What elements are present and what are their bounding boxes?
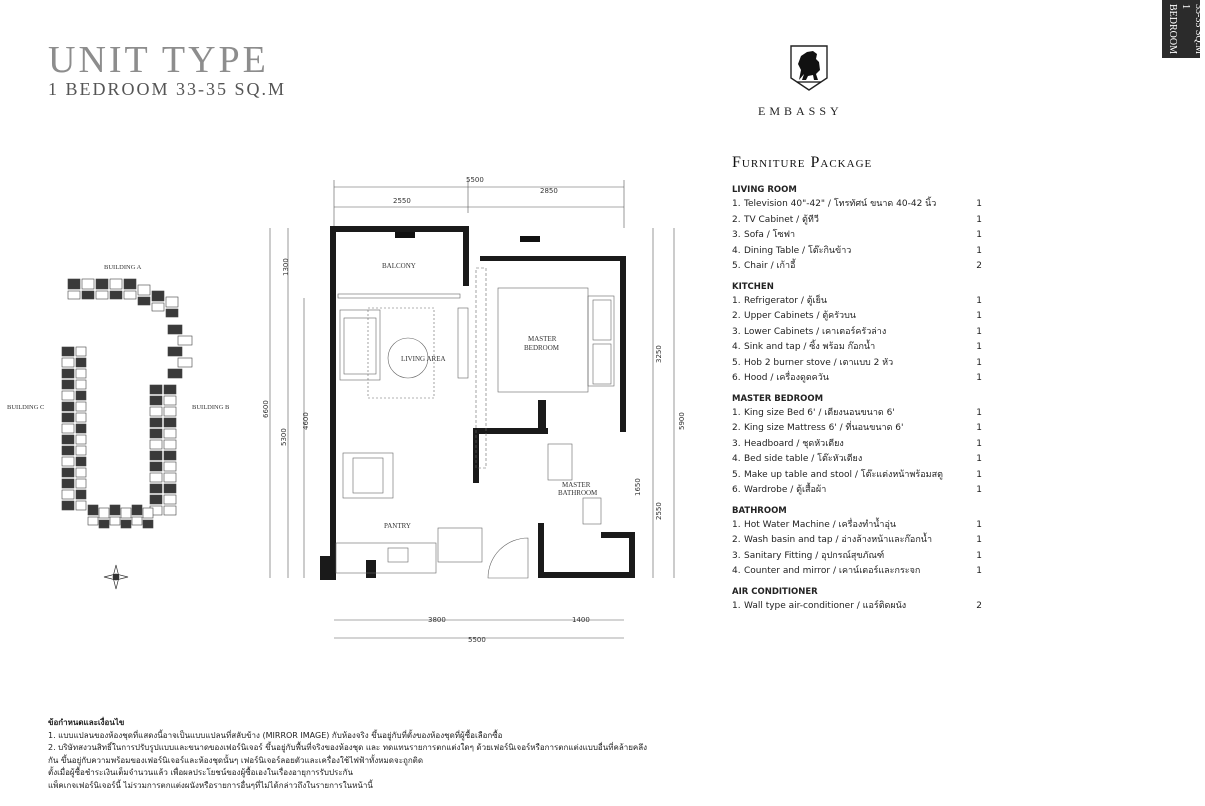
furniture-item-label: Wall type air-conditioner / แอร์ติดผนัง [744, 600, 907, 611]
rearing-lion-icon [789, 42, 829, 92]
room-pantry: PANTRY [384, 522, 411, 530]
site-block [178, 336, 192, 345]
room-master-bathroom-line1: MASTER [562, 481, 591, 489]
dim-right-bottom: 2550 [655, 502, 663, 520]
site-block [152, 291, 164, 301]
site-block [110, 517, 120, 525]
site-block [164, 473, 176, 482]
furniture-item [732, 549, 982, 565]
site-block [62, 490, 74, 499]
site-block [150, 440, 162, 449]
site-block [143, 520, 153, 528]
terms-line: กัน ขึ้นอยู่กับความพร้อมของเฟอร์นิเจอร์และห้องชุดนั้นๆ เฟอร์นิเจอร์ลอยตัวและเครื่องใช้ไฟฟ้าทั้งหมดจะถูกติด [48, 755, 424, 765]
site-block [99, 520, 109, 528]
furniture-item [732, 437, 982, 453]
site-block [150, 484, 162, 493]
site-block [138, 285, 150, 295]
furniture-item-qty: 1 [976, 438, 982, 449]
furniture-item-label: Refrigerator / ตู้เย็น [744, 295, 828, 306]
furniture-item-qty: 1 [976, 535, 982, 545]
furniture-item-qty: 1 [976, 245, 982, 256]
furniture-item [732, 259, 982, 275]
furniture-item [732, 197, 982, 213]
furniture-item-qty: 1 [976, 519, 982, 530]
furniture-item [732, 228, 982, 244]
furniture-section-heading: MASTER BEDROOM [732, 393, 824, 404]
room-living-area: LIVING AREA [401, 355, 446, 363]
site-block [62, 446, 74, 455]
site-block [62, 457, 74, 466]
dim-left-inner: 5300 [280, 428, 288, 446]
furniture-package-title: Furniture Package [732, 154, 873, 171]
site-block [76, 402, 86, 411]
site-block [150, 407, 162, 416]
room-balcony: BALCONY [382, 262, 416, 270]
furniture-item-no: 4. [732, 566, 741, 576]
furniture-item-no: 1. [732, 295, 741, 306]
site-block [62, 402, 74, 411]
site-block [62, 435, 74, 444]
furniture-item-qty: 2 [976, 600, 982, 611]
furniture-section-heading: LIVING ROOM [732, 185, 797, 195]
furniture-item [732, 468, 982, 484]
furniture-item-no: 1. [732, 600, 741, 611]
site-block [96, 279, 108, 289]
furniture-item-label: Upper Cabinets / ตู้ครัวบน [744, 311, 856, 321]
furniture-section-heading: KITCHEN [732, 281, 774, 292]
dim-bottom-total: 5500 [468, 636, 486, 644]
furniture-item-qty: 1 [976, 566, 982, 576]
furniture-item [732, 421, 982, 437]
dim-right-top: 3250 [655, 345, 663, 363]
dim-bottom-left: 3800 [428, 616, 446, 624]
page-title: UNIT TYPE [48, 39, 269, 81]
furniture-item [732, 564, 982, 580]
dim-top-right: 2850 [540, 187, 558, 195]
site-key-plan [7, 255, 250, 610]
site-block [150, 418, 162, 427]
site-block [166, 297, 178, 307]
site-block [164, 451, 176, 460]
furniture-item-label: Lower Cabinets / เคาเตอร์ครัวล่าง [744, 326, 887, 337]
site-block [76, 413, 86, 422]
furniture-item-qty: 2 [976, 261, 982, 271]
furniture-item-no: 1. [732, 199, 741, 209]
site-block [164, 440, 176, 449]
site-block [68, 279, 80, 289]
site-block [76, 391, 86, 400]
side-tab-label: 33-35 SQ.M 1 BEDROOM [1167, 4, 1204, 55]
furniture-item-qty: 1 [976, 469, 982, 480]
terms-line: 1. แบบแปลนของห้องชุดที่แสดงนี้อาจเป็นแบบแปลนที่สลับข้าง (MIRROR IMAGE) กับห้องจริง ขึ้นอยู่กับที่ตั้งของห้องชุดที่ผู้ซื้อเลือกซื้อ [48, 730, 503, 740]
furniture-item-label: Wardrobe / ตู้เสื้อผ้า [744, 485, 827, 495]
furniture-item-no: 1. [732, 407, 741, 418]
furniture-item [732, 533, 982, 549]
site-block [124, 279, 136, 289]
furniture-item-qty: 1 [976, 326, 982, 337]
furniture-item-no: 2. [732, 535, 741, 545]
site-block [150, 495, 162, 504]
furniture-item-qty: 1 [976, 230, 982, 240]
site-block [99, 508, 109, 518]
furniture-item-no: 5. [732, 469, 741, 480]
terms-line: 2. บริษัทสงวนสิทธิ์ในการปรับรูปแบบและขนาดของเฟอร์นิเจอร์ ขึ้นอยู่กับพื้นที่จริงของห้องชุด และ ทดแทนรายการตกแต่งใดๆ ด้วยเฟอร์นิเจอร์หรือการตกแต่งแบบอื่นที่คล้ายคลึง [48, 743, 648, 753]
furniture-section-heading: BATHROOM [732, 505, 787, 516]
building-b-label: BUILDING B [192, 404, 230, 411]
furniture-item-label: Make up table and stool / โต๊ะแต่งหน้าพร้อมสตู [744, 469, 943, 480]
site-block [121, 520, 131, 528]
site-block [164, 407, 176, 416]
site-block [124, 291, 136, 299]
room-master-bedroom-line2: BEDROOM [524, 344, 560, 352]
furniture-item [732, 406, 982, 422]
furniture-item-no: 2. [732, 214, 741, 225]
furniture-item-qty: 1 [976, 373, 982, 383]
site-block [168, 347, 182, 356]
dim-left-mid: 4600 [302, 412, 310, 430]
building-c-label: BUILDING C [7, 404, 45, 411]
site-block [76, 380, 86, 389]
furniture-item [732, 356, 982, 372]
site-block [76, 501, 86, 510]
furniture-item-qty: 1 [976, 485, 982, 495]
site-block [76, 490, 86, 499]
dim-top-left: 2550 [393, 197, 411, 205]
site-block [88, 505, 98, 515]
furniture-item-qty: 1 [976, 342, 982, 352]
furniture-item-label: King size Bed 6' / เตียงนอนขนาด 6' [744, 407, 895, 418]
furniture-section-heading: AIR CONDITIONER [732, 586, 818, 597]
site-block [76, 347, 86, 356]
compass-icon [104, 565, 128, 589]
furniture-item-qty: 1 [976, 407, 982, 418]
furniture-item-no: 3. [732, 550, 741, 561]
site-block [150, 462, 162, 471]
furniture-item-label: Hob 2 burner stove / เตาแบบ 2 หัว [744, 357, 894, 368]
furniture-item-qty: 1 [976, 357, 982, 368]
unit-side-tab [1162, 0, 1204, 58]
site-block [150, 429, 162, 438]
site-building-blocks [62, 279, 192, 528]
furniture-item-label: Sofa / โซฟา [744, 230, 796, 240]
furniture-item-label: Wash basin and tap / อ่างล้างหน้าและก๊อกน้ำ [744, 535, 932, 545]
furniture-item-no: 1. [732, 519, 741, 530]
site-block [164, 385, 176, 394]
site-block [132, 505, 142, 515]
furniture-item-no: 3. [732, 230, 741, 240]
site-block [164, 495, 176, 504]
furniture-item [732, 518, 982, 534]
furniture-item-no: 2. [732, 423, 741, 433]
site-block [150, 396, 162, 405]
furniture-item-label: Dining Table / โต๊ะกินข้าว [744, 245, 852, 256]
site-block [178, 358, 192, 367]
site-block [62, 413, 74, 422]
furniture-item-label: Sanitary Fitting / อุปกรณ์สุขภัณฑ์ [744, 550, 885, 561]
furniture-item [732, 325, 982, 341]
furniture-item-no: 5. [732, 357, 741, 368]
furniture-item-no: 2. [732, 311, 741, 321]
site-block [76, 369, 86, 378]
site-block [96, 291, 108, 299]
furniture-item-label: Counter and mirror / เคาน์เตอร์และกระจก [744, 566, 921, 576]
furniture-item-qty: 1 [976, 550, 982, 561]
site-block [110, 279, 122, 289]
furniture-item-qty: 1 [976, 311, 982, 321]
furniture-item-qty: 1 [976, 423, 982, 433]
furniture-item-label: Hood / เครื่องดูดควัน [744, 373, 829, 383]
dim-right-total: 5900 [678, 412, 686, 430]
furniture-item [732, 483, 982, 499]
site-block [76, 424, 86, 433]
site-block [121, 508, 131, 518]
furniture-item-qty: 1 [976, 214, 982, 225]
furniture-item-no: 4. [732, 454, 741, 464]
site-block [68, 291, 80, 299]
site-block [62, 391, 74, 400]
site-block [62, 468, 74, 477]
furniture-item-no: 6. [732, 373, 741, 383]
site-block [164, 462, 176, 471]
site-block [143, 508, 153, 518]
furniture-item [732, 213, 982, 229]
site-block [132, 517, 142, 525]
site-block [164, 429, 176, 438]
furniture-item-no: 5. [732, 261, 741, 271]
furniture-item-no: 3. [732, 438, 741, 449]
furniture-item-label: Sink and tap / ซิ้ง พร้อม ก๊อกน้ำ [744, 342, 876, 352]
furniture-item-no: 3. [732, 326, 741, 337]
site-block [150, 385, 162, 394]
brand-name: EMBASSY [758, 104, 843, 118]
furniture-item-label: Chair / เก้าอี้ [744, 261, 796, 271]
furniture-item-no: 6. [732, 485, 741, 495]
furniture-item [732, 340, 982, 356]
furniture-item-label: Bed side table / โต๊ะหัวเตียง [744, 454, 863, 464]
site-block [62, 424, 74, 433]
furniture-item-qty: 1 [976, 295, 982, 306]
site-block [150, 451, 162, 460]
site-block [168, 325, 182, 334]
site-block [82, 279, 94, 289]
furniture-package-list [732, 184, 982, 614]
furniture-item [732, 244, 982, 260]
furniture-item [732, 452, 982, 468]
dim-bottom-right: 1400 [572, 616, 590, 624]
furniture-item-label: Television 40"-42" / โทรทัศน์ ขนาด 40-42 นิ้ว [744, 199, 937, 209]
site-block [168, 369, 182, 378]
terms-and-conditions [48, 717, 1048, 793]
site-block [76, 479, 86, 488]
dim-top-total: 5500 [466, 176, 484, 184]
site-block [164, 506, 176, 515]
site-block [62, 380, 74, 389]
site-block [150, 473, 162, 482]
building-a-label: BUILDING A [104, 264, 142, 271]
site-block [76, 468, 86, 477]
site-block [164, 484, 176, 493]
furniture-item-no: 4. [732, 245, 741, 256]
furniture-item [732, 294, 982, 310]
page-subtitle: 1 BEDROOM 33-35 SQ.M [48, 79, 287, 99]
site-block [82, 291, 94, 299]
site-block [166, 309, 178, 317]
floor-plan [258, 168, 698, 654]
terms-title: ข้อกำหนดและเงื่อนไข [48, 718, 125, 727]
room-master-bedroom-line1: MASTER [528, 335, 557, 343]
site-block [62, 479, 74, 488]
site-block [110, 291, 122, 299]
site-block [152, 303, 164, 311]
furniture-item-label: Headboard / ชุดหัวเตียง [744, 438, 844, 449]
furniture-item [732, 371, 982, 387]
furniture-item-label: TV Cabinet / ตู้ทีวี [744, 214, 819, 225]
dim-right-mid: 1650 [634, 478, 642, 496]
furniture-item-label: King size Mattress 6' / ที่นอนขนาด 6' [744, 423, 904, 433]
dim-left-total: 6600 [262, 400, 270, 418]
terms-line: แพ็คเกจเฟอร์นิเจอร์นี้ ไม่รวมการตกแต่งผนังหรือรายการอื่นๆที่ไม่ได้กล่าวถึงในรายการในหน้านี้ [48, 780, 373, 790]
furniture-item [732, 309, 982, 325]
site-block [62, 347, 74, 356]
site-block [110, 505, 120, 515]
site-block [76, 435, 86, 444]
site-block [138, 297, 150, 305]
site-block [88, 517, 98, 525]
site-block [76, 358, 86, 367]
site-block [62, 369, 74, 378]
site-block [76, 446, 86, 455]
furniture-item-no: 4. [732, 342, 741, 352]
site-block [76, 457, 86, 466]
furniture-item-label: Hot Water Machine / เครื่องทำน้ำอุ่น [744, 519, 897, 530]
site-block [164, 418, 176, 427]
terms-line: ตั้งเมื่อผู้ซื้อชำระเงินเต็มจำนวนแล้ว เพื่อผลประโยชน์ของผู้ซื้อเองในเรื่องอายุการรับประกัน [48, 768, 353, 778]
room-master-bathroom-line2: BATHROOM [558, 489, 598, 497]
dim-left-top: 1300 [282, 258, 290, 276]
furniture-item-qty: 1 [976, 199, 982, 209]
site-block [62, 501, 74, 510]
furniture-item-qty: 1 [976, 454, 982, 464]
site-block [164, 396, 176, 405]
site-block [62, 358, 74, 367]
furniture-item [732, 599, 982, 615]
